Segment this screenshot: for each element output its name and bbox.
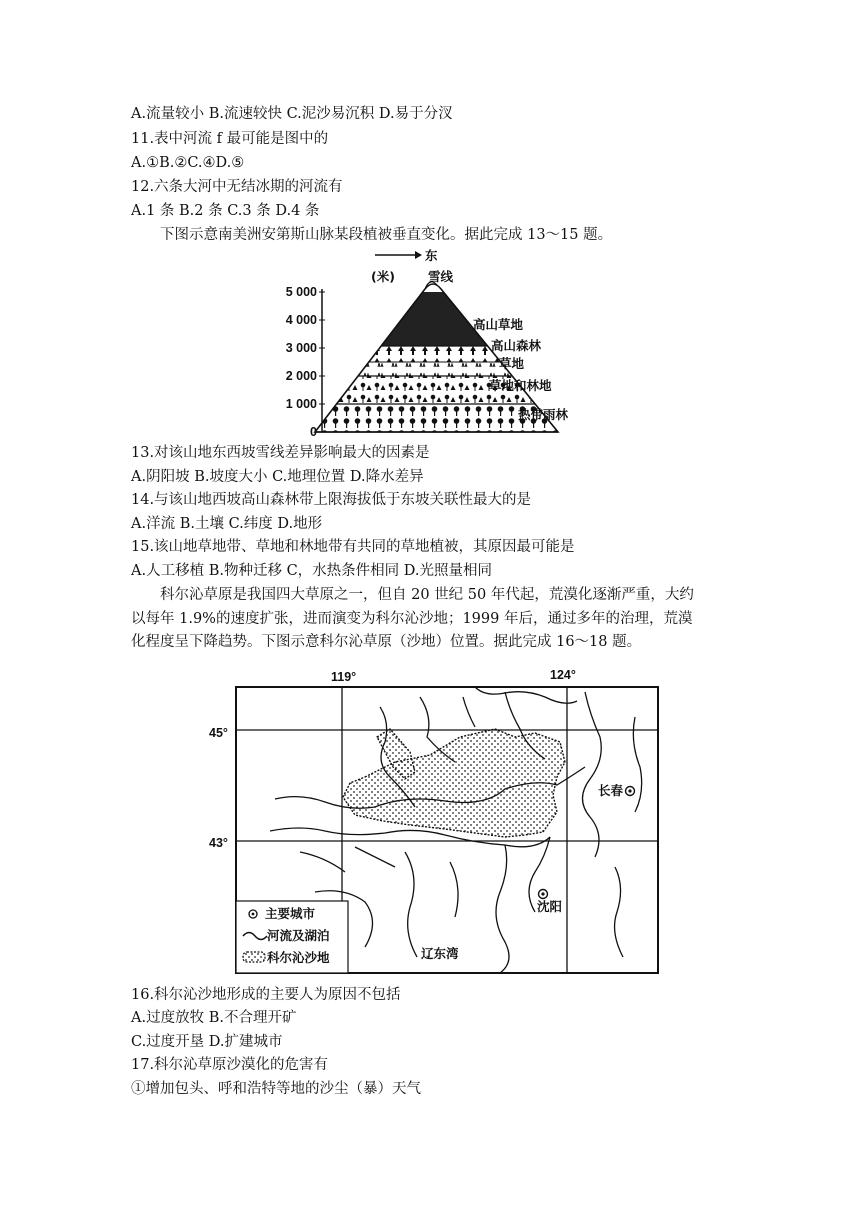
zone-label-alpine-meadow: 高山草地 [473,317,524,332]
city-label-changchun: 长春 [598,783,624,798]
q12-options: A.1 条 B.2 条 C.3 条 D.4 条 [131,203,320,219]
zone-label-grass-forest: 草地和林地 [489,378,552,393]
q16-options-cd: C.过度开垦 D.扩建城市 [131,1034,283,1050]
q10-options: A.流量较小 B.流速较快 C.泥沙易沉积 D.易于分汊 [131,106,453,122]
q13-stem: 13.对该山地东西坡雪线差异影响最大的因素是 [131,445,430,461]
city-changchun-marker [626,787,635,796]
city-label-shenyang: 沈阳 [537,899,563,914]
q15-stem: 15.该山地草地带、草地和林地带有共同的草地植被，其原因最可能是 [131,539,575,555]
q11-stem: 11.表中河流 f 最可能是图中的 [131,131,329,147]
y-tick-3000: 3 000 [285,341,317,355]
q11-options: A.①B.②C.④D.⑤ [131,155,245,171]
zone-label-grassland: 草地 [499,356,525,371]
lat-label-43: 43° [209,836,228,850]
east-label: 东 [425,249,438,263]
y-tick-5000: 5 000 [285,285,317,299]
zone-label-alpine-forest: 高山森林 [491,338,542,353]
intro-16-18-line1: 科尔沁草原是我国四大草原之一，但自 20 世纪 50 年代起，荒漠化逐渐严重，大约 [160,587,694,603]
q12-stem: 12.六条大河中无结冰期的河流有 [131,179,343,195]
y-tick-4000: 4 000 [285,313,317,327]
city-shenyang-marker [539,890,548,899]
lat-label-45: 45° [209,726,228,740]
q16-options-ab: A.过度放牧 B.不合理开矿 [131,1010,297,1026]
legend-label-sandy: 科尔沁沙地 [267,950,330,965]
intro-16-18-line2: 以每年 1.9%的速度扩张，进而演变为科尔沁沙地；1999 年后，通过多年的治理，荒漠 [131,611,693,627]
legend-sandy-icon [243,952,265,962]
q17-stem: 17.科尔沁草原沙漠化的危害有 [131,1057,329,1073]
legend-label-river: 河流及湖泊 [267,928,330,943]
q16-stem: 16.科尔沁沙地形成的主要人为原因不包括 [131,987,401,1003]
mountain-vegetation-figure [275,249,595,441]
q15-options: A.人工移植 B.物种迁移 C，水热条件相同 D.光照量相同 [131,563,492,579]
bay-label-liaodong: 辽东湾 [421,946,459,961]
lon-label-119: 119° [331,670,357,684]
legend-city-icon [249,910,257,918]
horqin-map-figure [205,667,667,977]
legend-label-city: 主要城市 [265,906,316,921]
zone-label-snowline: 雪线 [428,269,454,284]
q14-stem: 14.与该山地西坡高山森林带上限海拔低于东坡关联性最大的是 [131,492,532,508]
zone-label-rainforest: 热带雨林 [518,407,569,422]
q13-options: A.阴阳坡 B.坡度大小 C.地理位置 D.降水差异 [131,469,424,485]
y-tick-2000: 2 000 [285,369,317,383]
east-arrow-head [415,251,422,259]
lon-label-124: 124° [550,668,576,682]
unit-label: (米) [371,269,395,284]
q17-item-1: ①增加包头、呼和浩特等地的沙尘（暴）天气 [131,1081,421,1097]
intro-16-18-line3: 化程度呈下降趋势。下图示意科尔沁草原（沙地）位置。据此完成 16～18 题。 [131,634,642,650]
intro-13-15: 下图示意南美洲安第斯山脉某段植被垂直变化。据此完成 13～15 题。 [160,227,613,243]
y-tick-1000: 1 000 [285,397,317,411]
q14-options: A.洋流 B.土壤 C.纬度 D.地形 [131,516,323,532]
y-tick-0: 0 [310,425,317,439]
